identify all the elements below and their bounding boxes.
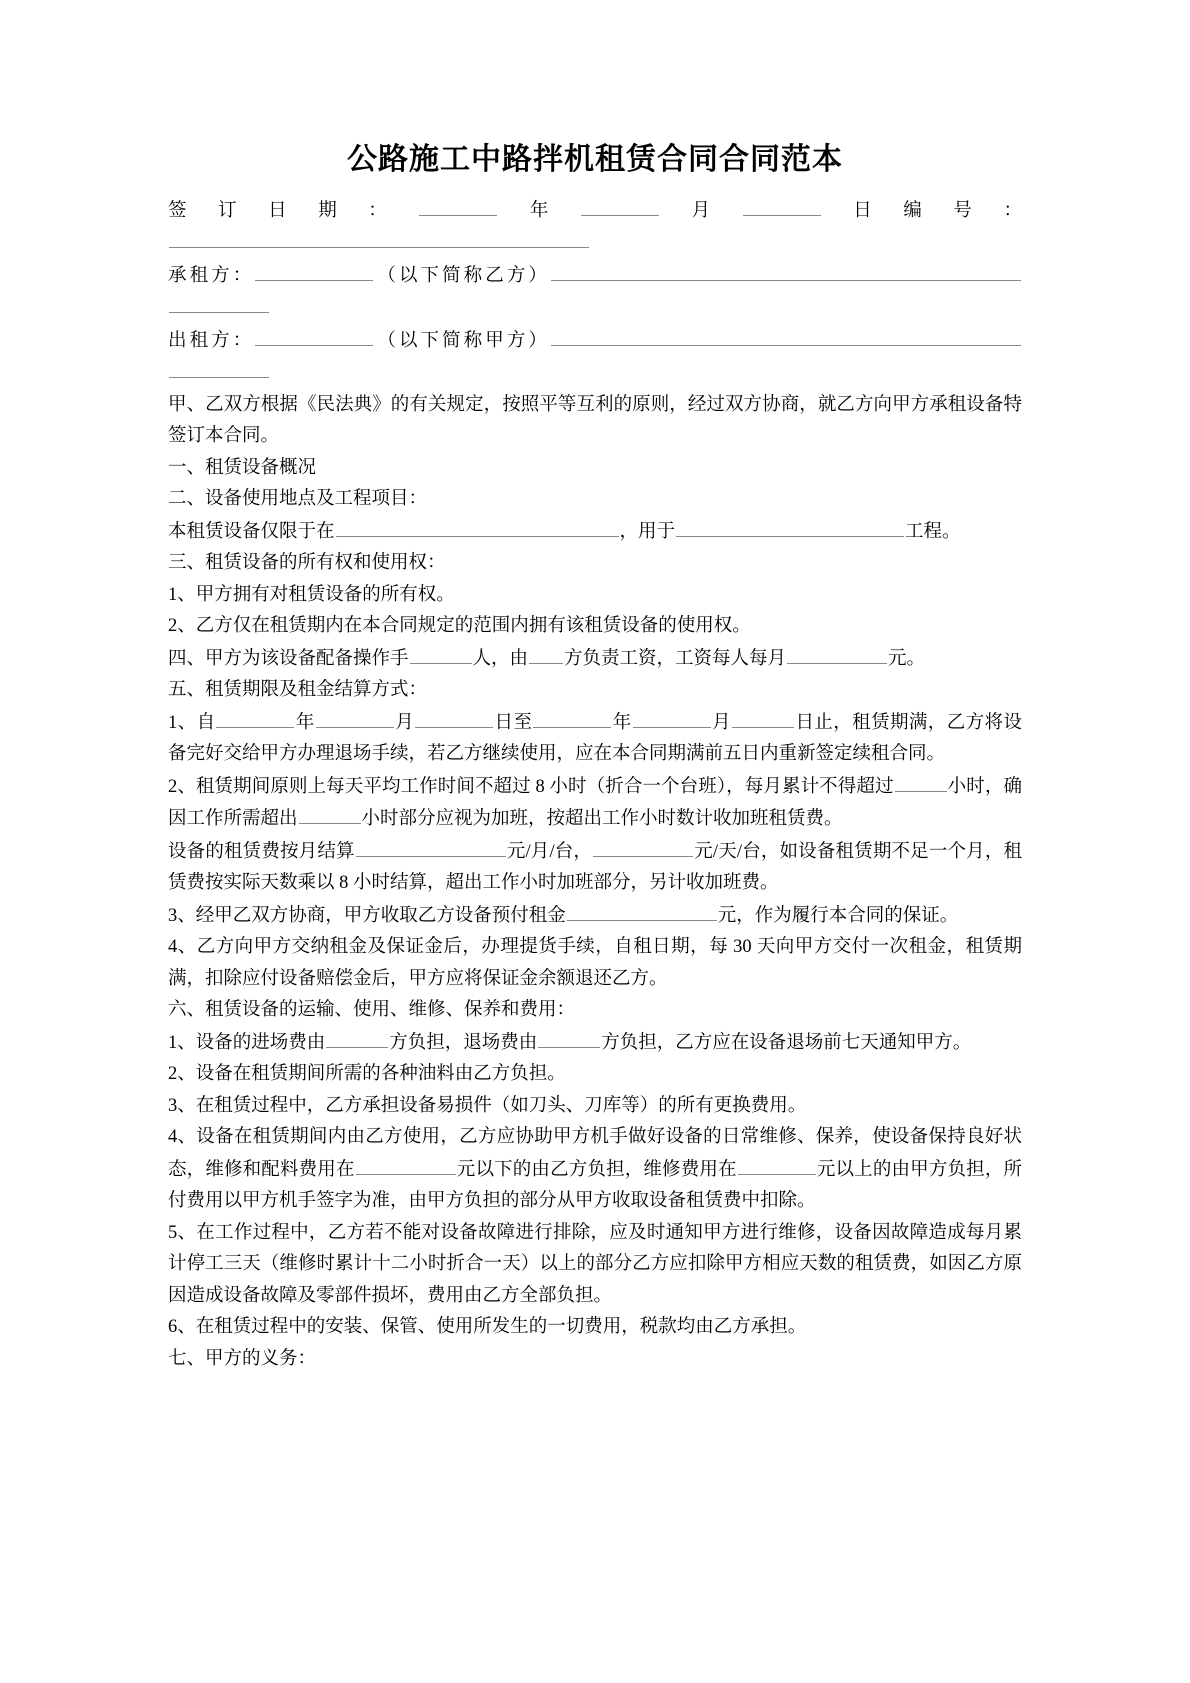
- lessee-name-blank[interactable]: [255, 260, 373, 281]
- section-6-1-text-a: 1、设备的进场费由: [168, 1032, 326, 1053]
- section-6-1-text-c: 方负担，乙方应在设备退场前七天通知甲方。: [601, 1032, 972, 1053]
- lessor-detail-blank[interactable]: [551, 325, 1021, 346]
- lessor-label: 出租方：: [168, 330, 255, 351]
- lessee-detail-blank-2[interactable]: [169, 292, 269, 313]
- section-6-item-6: 6、在租赁过程中的安装、保管、使用所发生的一切费用，税款均由乙方承担。: [168, 1317, 807, 1337]
- project-name-blank[interactable]: [676, 516, 904, 537]
- section-4-text-a: 四、甲方为该设备配备操作手: [168, 648, 409, 669]
- prepaid-rent-blank[interactable]: [567, 900, 717, 921]
- lessee-detail-blank[interactable]: [551, 260, 1021, 281]
- wage-payer-blank[interactable]: [529, 643, 563, 664]
- sign-year-blank[interactable]: [419, 195, 497, 216]
- section-2-text-c: 工程。: [905, 521, 961, 542]
- section-4-text-b: 人，由: [472, 648, 529, 669]
- exit-fee-payer-blank[interactable]: [538, 1027, 600, 1048]
- section-2-text-a: 本租赁设备仅限于在: [168, 521, 335, 542]
- section-5-text-a: 1、自: [168, 712, 216, 733]
- start-month-unit: 月: [394, 712, 415, 733]
- sign-date-label: 签订日期：: [168, 200, 419, 221]
- usage-location-blank[interactable]: [336, 516, 619, 537]
- sign-month-blank[interactable]: [581, 195, 659, 216]
- sign-date-line: [168, 195, 1022, 260]
- month-unit: 月: [660, 200, 742, 221]
- section-4-text-c: 方负责工资，工资每人每月: [564, 648, 787, 669]
- contract-no-label: 编号：: [903, 200, 1022, 221]
- lessor-detail-blank-2[interactable]: [169, 357, 269, 378]
- sign-day-blank[interactable]: [743, 195, 821, 216]
- lessee-alias: （以下简称乙方）: [374, 265, 550, 286]
- section-5-text-b: 日至: [494, 712, 533, 733]
- section-6-4-text-c: 元以上的由甲方负担，所付费用以甲方机手签字为准，由甲方负担的部分从甲方收取设备租赁费中扣除。: [168, 1159, 1022, 1211]
- section-4-text-d: 元。: [888, 648, 926, 669]
- section-5-heading: 五、租赁期限及租金结算方式：: [168, 680, 428, 700]
- end-day-blank[interactable]: [732, 707, 794, 728]
- contract-no-blank[interactable]: [169, 227, 589, 248]
- lessor-name-blank[interactable]: [255, 325, 373, 346]
- section-5-text-c: 日止，租赁期满，乙方将设备完好交给甲方办理退场手续，若乙方继续使用，应在本合同期满前五日内重新签定续租合同。: [168, 712, 1022, 764]
- section-5-item-4: 4、乙方向甲方交纳租金及保证金后，办理提货手续，自租日期，每 30 天向甲方交付一次租金，租赁期满，扣除应付设备赔偿金后，甲方应将保证金余额退还乙方。: [168, 937, 1022, 989]
- section-6-1-text-b: 方负担，退场费由: [389, 1032, 538, 1053]
- repair-cost-lower-blank[interactable]: [356, 1154, 456, 1175]
- day-unit: 日: [821, 200, 904, 221]
- section-5-2-text-c: 小时部分应视为加班，按超出工作小时数计收加班租赁费。: [361, 809, 843, 829]
- start-month-blank[interactable]: [316, 707, 394, 728]
- section-3-item-1: 1、甲方拥有对租赁设备的所有权。: [168, 584, 455, 605]
- section-2-body: [168, 516, 1022, 549]
- start-year-unit: 年: [295, 712, 315, 733]
- rent-text-a: 设备的租赁费按月结算: [168, 841, 355, 862]
- section-7-heading: 七、甲方的义务：: [168, 1348, 317, 1369]
- section-2-text-b: ，用于: [619, 521, 676, 542]
- rent-per-month-blank[interactable]: [356, 836, 506, 857]
- section-5-3-text-b: 元，作为履行本合同的保证。: [717, 905, 959, 926]
- end-year-blank[interactable]: [533, 707, 611, 728]
- section-5-item-3: [168, 900, 1022, 933]
- end-month-unit: 月: [711, 712, 732, 733]
- monthly-wage-blank[interactable]: [787, 643, 887, 664]
- section-5-item-2: [168, 771, 1022, 836]
- monthly-hours-cap-blank[interactable]: [895, 771, 947, 792]
- end-year-unit: 年: [612, 712, 632, 733]
- lessor-alias: （以下简称甲方）: [374, 330, 550, 351]
- overtime-hours-blank[interactable]: [299, 803, 361, 824]
- repair-cost-upper-blank[interactable]: [738, 1154, 816, 1175]
- section-3-item-2: 2、乙方仅在租赁期内在本合同规定的范围内拥有该租赁设备的使用权。: [168, 616, 751, 636]
- section-6-item-3: 3、在租赁过程中，乙方承担设备易损件（如刀头、刀库等）的所有更换费用。: [168, 1095, 807, 1116]
- section-3-heading: 三、租赁设备的所有权和使用权：: [168, 553, 446, 573]
- section-5-2-text-b: 小时，确因工作所需超出: [168, 776, 1022, 829]
- section-4-line: [168, 643, 1022, 676]
- section-6-item-1: [168, 1027, 1022, 1060]
- lessee-line: [168, 260, 1022, 325]
- document-body: [168, 140, 1022, 1375]
- preamble-paragraph: 甲、乙双方根据《民法典》的有关规定，按照平等互利的原则，经过双方协商，就乙方向甲方承租设备特签订本合同。: [168, 394, 1022, 446]
- section-6-item-2: 2、设备在租赁期间所需的各种油料由乙方负担。: [168, 1064, 566, 1084]
- section-6-4-text-a: 4、设备在租赁期间内由乙方使用，乙方应协助甲方机手做好设备的日常维修、保养，使设备保持良好状态，维修和配料费用在: [168, 1127, 1022, 1180]
- rent-text-b: 元/月/台，: [506, 841, 593, 862]
- operator-count-blank[interactable]: [410, 643, 472, 664]
- section-6-heading: 六、租赁设备的运输、使用、维修、保养和费用：: [168, 1000, 576, 1020]
- page-title: 公路施工中路拌机租赁合同合同范本: [347, 143, 843, 176]
- section-5-3-text-a: 3、经甲乙双方协商，甲方收取乙方设备预付租金: [168, 905, 566, 926]
- end-month-blank[interactable]: [633, 707, 711, 728]
- lessor-line: [168, 325, 1022, 390]
- entry-fee-payer-blank[interactable]: [326, 1027, 388, 1048]
- rent-settlement-line: [168, 836, 1022, 900]
- section-5-item-1: [168, 707, 1022, 771]
- section-6-item-5: 5、在工作过程中，乙方若不能对设备故障进行排除，应及时通知甲方进行维修，设备因故障造成每月累计停工三天（维修时累计十二小时折合一天）以上的部分乙方应扣除甲方相应天数的租赁费，如因乙方原因造成设备故障及零部件损坏，费用由乙方全部负担。: [168, 1222, 1022, 1306]
- section-6-4-text-b: 元以下的由乙方负担，维修费用在: [456, 1159, 737, 1180]
- year-unit: 年: [498, 200, 581, 221]
- section-6-item-4: [168, 1122, 1022, 1218]
- lessee-label: 承租方：: [168, 265, 255, 286]
- start-day-blank[interactable]: [415, 707, 493, 728]
- start-year-blank[interactable]: [216, 707, 294, 728]
- rent-per-day-blank[interactable]: [593, 836, 693, 857]
- section-2-heading: 二、设备使用地点及工程项目：: [168, 489, 428, 509]
- section-1-heading: 一、租赁设备概况: [168, 457, 317, 478]
- rent-text-c: 元/天/台，如设备租赁期不足一个月，租赁费按实际天数乘以 8 小时结算，超出工作小时加班部分，另计收加班费。: [168, 841, 1022, 893]
- section-5-2-text-a: 2、租赁期间原则上每天平均工作时间不超过 8 小时（折合一个台班），每月累计不得超过: [168, 776, 894, 797]
